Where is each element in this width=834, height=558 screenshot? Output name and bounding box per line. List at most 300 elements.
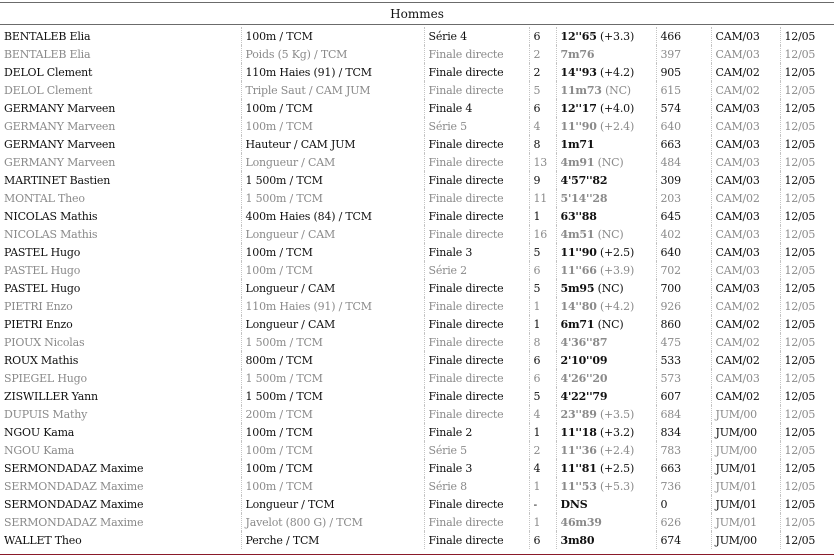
cell-place: 5 [529,387,556,405]
cell-date: 12/05 [784,353,816,367]
mark-value: 14''93 [560,65,597,79]
cell-name: BENTALEB Elia [0,27,241,45]
cell-points: 0 [656,495,711,513]
cell-round: Finale 2 [424,423,529,441]
cell-mark [556,261,656,279]
cell-name: DELOL Clement [0,63,241,81]
cell-event: 100m / TCM [241,459,424,477]
cell-round: Finale 3 [424,243,529,261]
mark-value: 4'26''20 [560,371,608,385]
table-row [0,531,834,549]
cell-mark [556,99,656,117]
cell-mark [556,225,656,243]
cell-mark [556,477,656,495]
cell-event: Longueur / TCM [241,495,424,513]
cell-points: 684 [656,405,711,423]
cell-category: CAM/03 [711,207,780,225]
mark-value: 12''17 [560,101,597,115]
cell-place: 6 [529,351,556,369]
cell-date: 12/05 [784,389,816,403]
wind-note: (+3.9) [599,263,635,277]
cell-mark [556,333,656,351]
cell-date: 12/05 [784,83,816,97]
cell-date: 12/05 [784,407,816,421]
cell-points: 640 [656,117,711,135]
wind-note: (+2.5) [599,461,635,475]
cell-round: Finale directe [424,171,529,189]
cell-mark [556,27,656,45]
cell-mark [556,315,656,333]
cell-event: 110m Haies (91) / TCM [241,297,424,315]
cell-mark [556,495,656,513]
table-row [0,441,834,459]
cell-category: JUM/01 [711,513,780,531]
cell-date: 12/05 [784,65,816,79]
cell-category: CAM/03 [711,171,780,189]
mark-value: 11''81 [560,461,597,475]
table-row [0,315,834,333]
cell-date: 12/05 [784,335,816,349]
cell-name: DELOL Clement [0,81,241,99]
cell-place: 1 [529,423,556,441]
wind-note: (+4.2) [599,65,635,79]
cell-points: 663 [656,459,711,477]
table-row [0,135,834,153]
cell-place: 16 [529,225,556,243]
table-row [0,387,834,405]
cell-event: 800m / TCM [241,351,424,369]
cell-place: 6 [529,531,556,549]
table-row [0,279,834,297]
cell-date: 12/05 [784,443,816,457]
cell-points: 402 [656,225,711,243]
table-row [0,297,834,315]
cell-category: CAM/03 [711,27,780,45]
wind-note: (NC) [597,155,624,169]
cell-date: 12/05 [784,299,816,313]
cell-name: ROUX Mathis [0,351,241,369]
mark-value: 3m80 [560,533,595,547]
cell-place: 5 [529,81,556,99]
table-row [0,261,834,279]
section-title: Hommes [390,7,444,21]
cell-name: MARTINET Bastien [0,171,241,189]
cell-category: JUM/00 [711,423,780,441]
cell-category: CAM/02 [711,351,780,369]
wind-note: (NC) [597,281,624,295]
mark-value: 12''65 [560,29,597,43]
cell-place: 1 [529,207,556,225]
mark-value: 46m39 [560,515,602,529]
cell-event: 100m / TCM [241,423,424,441]
cell-place: 1 [529,513,556,531]
cell-place: 6 [529,369,556,387]
cell-name: SERMONDADAZ Maxime [0,513,241,531]
mark-value: 5'14''28 [560,191,608,205]
cell-mark [556,117,656,135]
mark-value: 11''53 [560,479,597,493]
cell-mark [556,387,656,405]
cell-place: 5 [529,243,556,261]
cell-place: 6 [529,27,556,45]
cell-event: 100m / TCM [241,477,424,495]
cell-mark [556,369,656,387]
cell-event: Perche / TCM [241,531,424,549]
cell-category: CAM/02 [711,315,780,333]
cell-round: Finale directe [424,513,529,531]
cell-mark [556,423,656,441]
cell-round: Finale directe [424,333,529,351]
cell-points: 475 [656,333,711,351]
mark-value: 4'22''79 [560,389,608,403]
cell-mark [556,279,656,297]
cell-mark [556,153,656,171]
wind-note: (NC) [597,227,624,241]
wind-note: (NC) [605,83,631,97]
cell-category: JUM/01 [711,459,780,477]
cell-place: 2 [529,45,556,63]
cell-mark [556,63,656,81]
header-rule [0,24,834,25]
cell-mark [556,207,656,225]
wind-note: (+2.5) [599,245,635,259]
cell-name: GERMANY Marveen [0,117,241,135]
cell-points: 640 [656,243,711,261]
cell-event: 100m / TCM [241,243,424,261]
cell-place: 4 [529,459,556,477]
cell-date: 12/05 [784,119,816,133]
cell-event: Longueur / CAM [241,153,424,171]
table-row [0,27,834,45]
cell-category: CAM/02 [711,297,780,315]
cell-mark [556,531,656,549]
cell-category: JUM/00 [711,531,780,549]
cell-place: 1 [529,297,556,315]
cell-round: Série 8 [424,477,529,495]
table-row [0,459,834,477]
cell-event: Longueur / CAM [241,225,424,243]
cell-category: JUM/01 [711,495,780,513]
table-row [0,351,834,369]
table-row [0,171,834,189]
cell-name: WALLET Theo [0,531,241,549]
mark-value: 11m73 [560,83,602,97]
cell-date: 12/05 [784,137,816,151]
cell-points: 783 [656,441,711,459]
cell-date: 12/05 [784,227,816,241]
cell-round: Série 2 [424,261,529,279]
cell-name: NGOU Kama [0,441,241,459]
wind-note: (+4.0) [599,101,635,115]
cell-round: Finale directe [424,315,529,333]
wind-note: (+5.3) [599,479,635,493]
cell-points: 700 [656,279,711,297]
cell-event: 1 500m / TCM [241,387,424,405]
table-row [0,495,834,513]
cell-place: - [529,495,556,513]
cell-round: Finale directe [424,387,529,405]
cell-date: 12/05 [784,371,816,385]
table-row [0,153,834,171]
cell-date: 12/05 [784,281,816,295]
cell-place: 5 [529,279,556,297]
cell-points: 860 [656,315,711,333]
cell-category: CAM/03 [711,117,780,135]
cell-mark [556,459,656,477]
cell-name: SERMONDADAZ Maxime [0,495,241,513]
cell-points: 397 [656,45,711,63]
top-rule [0,2,834,3]
table-row [0,405,834,423]
table-row [0,207,834,225]
cell-date: 12/05 [784,515,816,529]
cell-round: Finale directe [424,369,529,387]
mark-value: DNS [560,497,588,511]
cell-round: Finale directe [424,63,529,81]
cell-name: PIETRI Enzo [0,297,241,315]
cell-name: ZISWILLER Yann [0,387,241,405]
cell-mark [556,189,656,207]
cell-event: 100m / TCM [241,27,424,45]
cell-event: 1 500m / TCM [241,333,424,351]
cell-name: SERMONDADAZ Maxime [0,477,241,495]
mark-value: 2'10''09 [560,353,608,367]
cell-category: CAM/02 [711,333,780,351]
mark-value: 4m51 [560,227,595,241]
wind-note: (+2.4) [599,119,635,133]
cell-event: 100m / TCM [241,117,424,135]
wind-note: (+3.3) [599,29,635,43]
cell-event: 100m / TCM [241,441,424,459]
cell-event: 1 500m / TCM [241,369,424,387]
cell-place: 13 [529,153,556,171]
cell-category: CAM/03 [711,225,780,243]
cell-round: Finale directe [424,351,529,369]
cell-round: Finale directe [424,495,529,513]
cell-date: 12/05 [784,29,816,43]
cell-event: Poids (5 Kg) / TCM [241,45,424,63]
cell-date: 12/05 [784,209,816,223]
cell-name: BENTALEB Elia [0,45,241,63]
cell-place: 4 [529,405,556,423]
cell-points: 736 [656,477,711,495]
cell-points: 645 [656,207,711,225]
cell-category: JUM/01 [711,477,780,495]
cell-date: 12/05 [784,263,816,277]
cell-event: 110m Haies (91) / TCM [241,63,424,81]
cell-round: Finale directe [424,81,529,99]
mark-value: 6m71 [560,317,595,331]
results-table [0,27,834,549]
cell-event: 1 500m / TCM [241,189,424,207]
cell-points: 533 [656,351,711,369]
table-row [0,99,834,117]
cell-name: MONTAL Theo [0,189,241,207]
cell-points: 674 [656,531,711,549]
cell-round: Finale directe [424,153,529,171]
cell-date: 12/05 [784,479,816,493]
cell-event: 100m / TCM [241,99,424,117]
mark-value: 7m76 [560,47,595,61]
cell-name: PIETRI Enzo [0,315,241,333]
table-row [0,423,834,441]
cell-place: 6 [529,261,556,279]
cell-points: 905 [656,63,711,81]
cell-points: 484 [656,153,711,171]
cell-mark [556,351,656,369]
cell-event: Triple Saut / CAM JUM [241,81,424,99]
cell-mark [556,243,656,261]
cell-round: Finale directe [424,207,529,225]
cell-round: Finale directe [424,225,529,243]
cell-round: Finale 3 [424,459,529,477]
cell-date: 12/05 [784,173,816,187]
mark-value: 1m71 [560,137,595,151]
table-row [0,243,834,261]
cell-name: NICOLAS Mathis [0,225,241,243]
cell-date: 12/05 [784,425,816,439]
mark-value: 63''88 [560,209,597,223]
wind-note: (+4.2) [599,299,635,313]
mark-value: 11''90 [560,245,597,259]
cell-round: Finale directe [424,405,529,423]
table-row [0,189,834,207]
cell-category: CAM/03 [711,153,780,171]
cell-mark [556,405,656,423]
table-row [0,369,834,387]
cell-date: 12/05 [784,245,816,259]
cell-place: 4 [529,117,556,135]
mark-value: 4'57''82 [560,173,608,187]
cell-points: 607 [656,387,711,405]
bottom-rule [0,554,834,555]
cell-place: 9 [529,171,556,189]
table-row [0,45,834,63]
wind-note: (+3.5) [599,407,635,421]
cell-category: CAM/03 [711,369,780,387]
cell-date: 12/05 [784,317,816,331]
wind-note: (NC) [597,317,624,331]
table-row [0,477,834,495]
cell-event: 1 500m / TCM [241,171,424,189]
cell-place: 11 [529,189,556,207]
table-row [0,225,834,243]
wind-note: (+2.4) [599,443,635,457]
cell-place: 1 [529,477,556,495]
table-row [0,333,834,351]
cell-points: 926 [656,297,711,315]
cell-round: Finale 4 [424,99,529,117]
cell-date: 12/05 [784,47,816,61]
cell-name: GERMANY Marveen [0,153,241,171]
cell-round: Finale directe [424,189,529,207]
cell-event: 400m Haies (84) / TCM [241,207,424,225]
cell-category: CAM/03 [711,261,780,279]
cell-round: Finale directe [424,279,529,297]
cell-points: 573 [656,369,711,387]
cell-category: CAM/02 [711,81,780,99]
cell-category: JUM/00 [711,441,780,459]
mark-value: 11''36 [560,443,597,457]
cell-date: 12/05 [784,155,816,169]
cell-name: NGOU Kama [0,423,241,441]
cell-category: CAM/02 [711,189,780,207]
cell-name: SPIEGEL Hugo [0,369,241,387]
mark-value: 5m95 [560,281,595,295]
cell-points: 615 [656,81,711,99]
cell-mark [556,135,656,153]
mark-value: 4m91 [560,155,595,169]
cell-points: 466 [656,27,711,45]
results-rows [0,27,834,549]
cell-name: NICOLAS Mathis [0,207,241,225]
cell-place: 8 [529,333,556,351]
cell-points: 309 [656,171,711,189]
cell-category: CAM/02 [711,63,780,81]
cell-place: 2 [529,63,556,81]
cell-event: 200m / TCM [241,405,424,423]
cell-event: Javelot (800 G) / TCM [241,513,424,531]
cell-category: JUM/00 [711,405,780,423]
cell-event: Longueur / CAM [241,279,424,297]
mark-value: 4'36''87 [560,335,608,349]
cell-category: CAM/03 [711,135,780,153]
cell-points: 702 [656,261,711,279]
table-row [0,81,834,99]
cell-round: Série 5 [424,117,529,135]
cell-category: CAM/03 [711,45,780,63]
table-row [0,117,834,135]
cell-points: 574 [656,99,711,117]
cell-category: CAM/02 [711,387,780,405]
cell-mark [556,45,656,63]
cell-mark [556,441,656,459]
cell-round: Finale directe [424,531,529,549]
cell-round: Série 4 [424,27,529,45]
cell-round: Série 5 [424,441,529,459]
mark-value: 14''80 [560,299,597,313]
mark-value: 11''66 [560,263,597,277]
mark-value: 23''89 [560,407,597,421]
table-row [0,63,834,81]
cell-name: PIOUX Nicolas [0,333,241,351]
cell-mark [556,513,656,531]
cell-round: Finale directe [424,297,529,315]
cell-place: 2 [529,441,556,459]
cell-category: CAM/03 [711,99,780,117]
wind-note: (+3.2) [599,425,635,439]
mark-value: 11''90 [560,119,597,133]
cell-points: 626 [656,513,711,531]
cell-date: 12/05 [784,533,816,547]
cell-place: 8 [529,135,556,153]
cell-place: 1 [529,315,556,333]
cell-date: 12/05 [784,101,816,115]
table-row [0,513,834,531]
cell-points: 834 [656,423,711,441]
cell-date: 12/05 [784,461,816,475]
cell-date: 12/05 [784,191,816,205]
cell-points: 663 [656,135,711,153]
cell-name: PASTEL Hugo [0,261,241,279]
cell-event: 100m / TCM [241,261,424,279]
cell-name: PASTEL Hugo [0,279,241,297]
cell-mark [556,297,656,315]
cell-round: Finale directe [424,135,529,153]
cell-place: 6 [529,99,556,117]
cell-event: Hauteur / CAM JUM [241,135,424,153]
cell-mark [556,81,656,99]
